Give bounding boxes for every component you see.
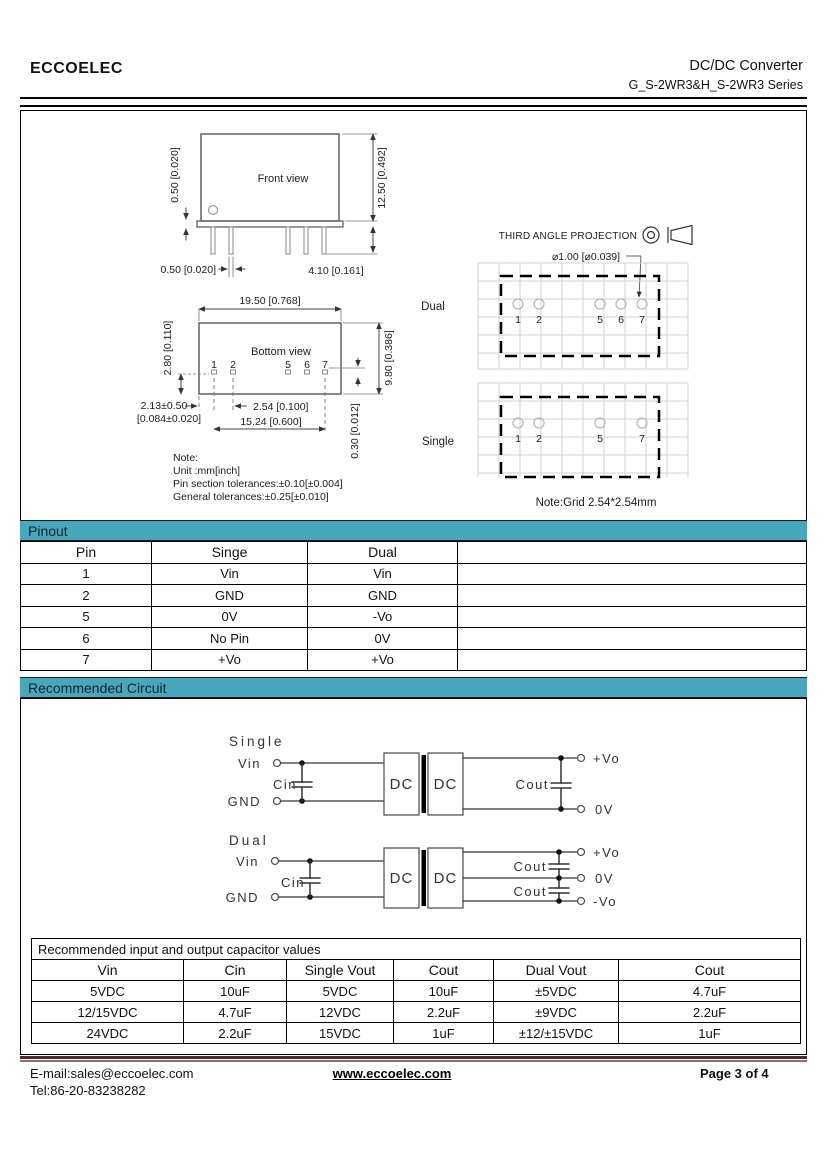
- single-layout-label: Single: [422, 436, 454, 448]
- cout-bottom-label: Cout: [513, 884, 547, 899]
- front-view-label: Front view: [257, 173, 309, 185]
- zero-out-terminal: [578, 875, 585, 882]
- dual-pin-layout: [421, 263, 688, 369]
- pinout-col-pin: Pin: [21, 542, 152, 564]
- col-cout-single: Cout: [394, 960, 494, 981]
- cell-dual: 0V: [308, 628, 458, 650]
- zero-out-label: 0V: [595, 802, 614, 817]
- drawing-notes: [173, 452, 343, 503]
- cout-top-label: Cout: [513, 859, 547, 874]
- single-pin-layout: [422, 383, 688, 477]
- note-line-3: Pin section tolerances:±0.10[±0.004]: [173, 478, 343, 490]
- transformer-bar: [422, 850, 427, 906]
- dual-outline: [501, 276, 659, 356]
- front-dim-lip: 0.50 [0.020]: [169, 147, 181, 203]
- cell-single: +Vo: [152, 649, 308, 671]
- cell-empty: [458, 628, 807, 650]
- cell: 24VDC: [32, 1023, 184, 1044]
- table-row: [21, 606, 807, 628]
- pin1-marker-dot: [209, 206, 218, 215]
- cap-table-header-row: [32, 960, 801, 981]
- cell-single: No Pin: [152, 628, 308, 650]
- bottom-pin-7: 7: [322, 359, 328, 371]
- neg-out-terminal: [578, 898, 585, 905]
- cell: 4.7uF: [619, 981, 801, 1002]
- cell: ±9VDC: [494, 1002, 619, 1023]
- bottom-dim-edge-1: 2.13±0.50: [140, 400, 188, 412]
- col-dual-vout: Dual Vout: [494, 960, 619, 981]
- cell-empty: [458, 563, 807, 585]
- pos-out-terminal: [578, 755, 585, 762]
- capacitor-values-table: [31, 938, 801, 1044]
- dc-label-left: DC: [389, 776, 414, 793]
- bottom-dim-pad: 0.30 [0.012]: [349, 403, 361, 459]
- pinout-col-single: Singe: [152, 542, 308, 564]
- dual-pin-7: 7: [639, 314, 645, 326]
- mechanical-drawing-section: [20, 110, 807, 521]
- dual-pin-5: 5: [597, 314, 603, 326]
- bottom-view-label: Bottom view: [251, 346, 311, 358]
- col-vin: Vin: [32, 960, 184, 981]
- cout-label: Cout: [515, 777, 549, 792]
- cell-empty: [458, 585, 807, 607]
- dual-pin-6: 6: [618, 314, 624, 326]
- pinout-col-empty: [458, 542, 807, 564]
- cin-label: Cin: [280, 875, 305, 890]
- footer-page-number: Page 3 of 4: [700, 1066, 769, 1081]
- cell: 5VDC: [32, 981, 184, 1002]
- pinout-table: [20, 541, 807, 671]
- bottom-dim-width: 19.50 [0.768]: [239, 295, 301, 307]
- table-row: [21, 628, 807, 650]
- bottom-pin-2: 2: [230, 359, 236, 371]
- projection-cone-icon: [668, 226, 692, 245]
- front-view-drawing: [161, 134, 388, 277]
- pinout-col-dual: Dual: [308, 542, 458, 564]
- pinout-section-header: Pinout: [20, 520, 807, 541]
- cell: 2.2uF: [184, 1023, 287, 1044]
- cell: 10uF: [184, 981, 287, 1002]
- cell-dual: GND: [308, 585, 458, 607]
- dc-label-right: DC: [433, 870, 458, 887]
- bottom-pin-5: 5: [285, 359, 291, 371]
- gnd-label: GND: [227, 794, 261, 809]
- vin-label: Vin: [235, 854, 259, 869]
- vin-terminal: [274, 760, 281, 767]
- dual-circuit: [226, 833, 621, 909]
- mechanical-drawing: [21, 111, 806, 517]
- front-dim-pin-width: 0.50 [0.020]: [160, 264, 216, 276]
- cell: ±5VDC: [494, 981, 619, 1002]
- cell: 12/15VDC: [32, 1002, 184, 1023]
- cell-dual: +Vo: [308, 649, 458, 671]
- single-pin-5: 5: [597, 433, 603, 445]
- cap-table-title-row: [32, 939, 801, 960]
- bottom-pin-1: 1: [211, 359, 217, 371]
- bottom-dim-span: 15.24 [0.600]: [240, 416, 302, 428]
- recommended-circuit-section: [20, 698, 807, 1055]
- pos-out-label: +Vo: [593, 845, 621, 860]
- header-divider: [20, 97, 807, 107]
- dc-label-right: DC: [433, 776, 458, 793]
- gnd-terminal: [272, 894, 279, 901]
- pos-out-label: +Vo: [593, 751, 621, 766]
- footer-website-link[interactable]: www.eccoelec.com: [332, 1066, 452, 1081]
- footer-divider-accent: [20, 1060, 807, 1062]
- single-pin-1: 1: [515, 433, 521, 445]
- cell: 2.2uF: [619, 1002, 801, 1023]
- note-line-2: Unit :mm[inch]: [173, 465, 241, 477]
- table-row: [32, 981, 801, 1002]
- cell: 1uF: [394, 1023, 494, 1044]
- cell-single: 0V: [152, 606, 308, 628]
- single-pin-7: 7: [639, 433, 645, 445]
- dual-layout-label: Dual: [421, 301, 445, 313]
- cell: ±12/±15VDC: [494, 1023, 619, 1044]
- cin-capacitor: [292, 763, 312, 801]
- front-dim-height: 12.50 [0.492]: [376, 147, 388, 209]
- grid-note: Note:Grid 2.54*2.54mm: [535, 497, 657, 509]
- cell-pin: 2: [21, 585, 152, 607]
- footer-divider: [20, 1056, 807, 1059]
- cell-single: GND: [152, 585, 308, 607]
- single-pin-2: 2: [536, 433, 542, 445]
- series-name: G_S-2WR3&H_S-2WR3 Series: [628, 78, 803, 92]
- footer-email: E-mail:sales@eccoelec.com: [30, 1066, 194, 1081]
- table-row: [32, 1023, 801, 1044]
- single-circuit: [228, 734, 621, 817]
- cell: 1uF: [619, 1023, 801, 1044]
- dual-pin-1: 1: [515, 314, 521, 326]
- page-title: DC/DC Converter: [689, 58, 803, 74]
- cell-dual: -Vo: [308, 606, 458, 628]
- vin-label: Vin: [237, 756, 261, 771]
- col-single-vout: Single Vout: [287, 960, 394, 981]
- single-circuit-label: Single: [229, 734, 285, 749]
- circuit-section-header: Recommended Circuit: [20, 677, 807, 698]
- projection-label: THIRD ANGLE PROJECTION: [498, 231, 637, 242]
- col-cin: Cin: [184, 960, 287, 981]
- cell: 10uF: [394, 981, 494, 1002]
- bottom-dim-pin-inset: 2.80 [0.110]: [162, 320, 174, 376]
- cap-table-title: Recommended input and output capacitor values: [32, 939, 801, 960]
- cell: 15VDC: [287, 1023, 394, 1044]
- dc-label-left: DC: [389, 870, 414, 887]
- cell: 5VDC: [287, 981, 394, 1002]
- gnd-label: GND: [225, 890, 259, 905]
- table-row: [21, 563, 807, 585]
- bottom-dim-edge-2: [0.084±0.020]: [136, 413, 202, 425]
- footer-tel: Tel:86-20-83238282: [30, 1083, 146, 1098]
- zero-out-terminal: [578, 806, 585, 813]
- cell: 4.7uF: [184, 1002, 287, 1023]
- cin-label: Cin: [272, 777, 297, 792]
- neg-out-label: -Vo: [593, 894, 618, 909]
- circuit-diagram: [21, 699, 806, 934]
- cout-bottom-capacitor: [549, 878, 569, 901]
- zero-out-label: 0V: [595, 871, 614, 886]
- projection-target-icon: [643, 227, 659, 243]
- vin-terminal: [272, 858, 279, 865]
- cell-pin: 6: [21, 628, 152, 650]
- cell: 2.2uF: [394, 1002, 494, 1023]
- table-row: [21, 585, 807, 607]
- pos-out-terminal: [578, 849, 585, 856]
- cell-single: Vin: [152, 563, 308, 585]
- bottom-dim-pitch: 2.54 [0.100]: [253, 401, 309, 413]
- cell: 12VDC: [287, 1002, 394, 1023]
- table-row: [32, 1002, 801, 1023]
- cell-empty: [458, 606, 807, 628]
- note-line-4: General tolerances:±0.25[±0.010]: [173, 491, 329, 503]
- table-row: [21, 649, 807, 671]
- dual-circuit-label: Dual: [229, 833, 269, 848]
- cout-top-capacitor: [549, 852, 569, 878]
- col-cout-dual: Cout: [619, 960, 801, 981]
- cell-dual: Vin: [308, 563, 458, 585]
- hole-diameter-dim: ⌀1.00 [⌀0.039]: [551, 251, 621, 263]
- gnd-terminal: [274, 798, 281, 805]
- third-angle-projection: [499, 226, 692, 298]
- cell-pin: 7: [21, 649, 152, 671]
- cell-empty: [458, 649, 807, 671]
- dual-pin-2: 2: [536, 314, 542, 326]
- bottom-pin-6: 6: [304, 359, 310, 371]
- bottom-dim-depth: 9.80 [0.386]: [383, 330, 395, 386]
- cout-capacitor: [551, 758, 571, 809]
- cell-pin: 5: [21, 606, 152, 628]
- note-line-1: Note:: [173, 452, 199, 464]
- brand-logo: ECCOELEC: [30, 60, 123, 77]
- front-dim-pin-length: 4.10 [0.161]: [308, 265, 364, 277]
- cell-pin: 1: [21, 563, 152, 585]
- pinout-header-row: [21, 542, 807, 564]
- bottom-view-drawing: [137, 295, 395, 459]
- transformer-bar: [422, 755, 427, 813]
